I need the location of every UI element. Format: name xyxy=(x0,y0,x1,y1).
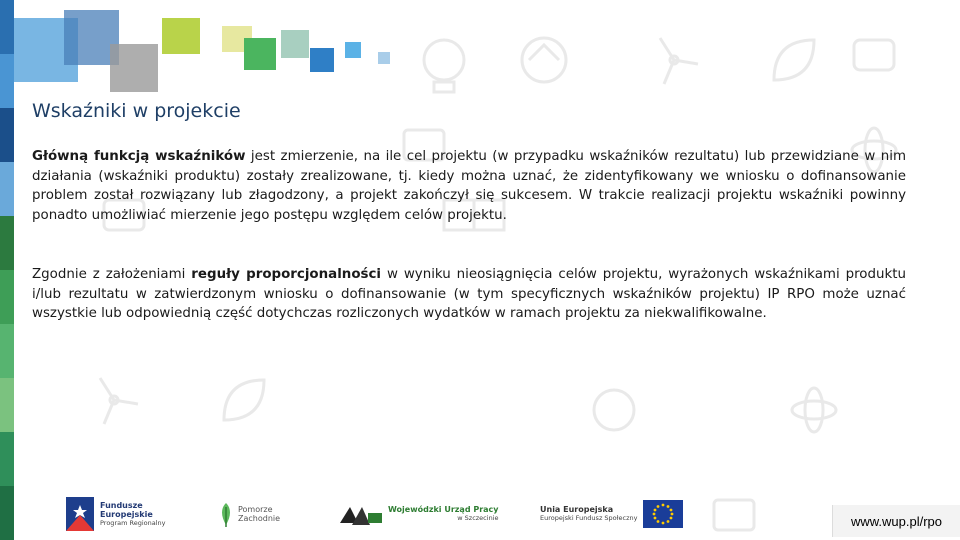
lightbulb-icon xyxy=(594,390,634,430)
logo-bar xyxy=(14,488,960,540)
paragraph-main-function xyxy=(32,147,906,225)
eu-flag-icon xyxy=(643,500,683,528)
lightbulb-icon xyxy=(424,40,464,92)
ue-line1: Unia Europejska xyxy=(540,505,614,514)
chat-icon xyxy=(854,40,894,70)
fe-star-icon xyxy=(66,497,94,531)
windmill-icon xyxy=(660,38,698,84)
website-url[interactable]: www.wup.pl/rpo xyxy=(850,513,943,529)
pomorze-leaf-icon xyxy=(216,499,236,529)
paragraph-proportionality-rule xyxy=(32,265,906,324)
wup-shapes-icon xyxy=(338,499,384,529)
logo-pomorze-zachodnie xyxy=(216,494,280,534)
leaf-icon xyxy=(224,380,264,420)
paragraph2-after: w wyniku nieosiągnięcia celów projektu, wyrażonych wskaźnikami produktu i/lub rezultatu w zatwierdzonym wniosku o dofinansowanie (w tym specyficznych wskaźników projektu) IP RPO może uznać wszystkie lub odpowiednią część dotychczas rozliczonych wydatków w ramach projektu za niekwalifikowalne. xyxy=(32,267,906,321)
wup-line2: w Szczecinie xyxy=(457,514,499,522)
paragraph1-bold: Główną funkcją wskaźników xyxy=(32,149,246,164)
pomorze-line2: Zachodnie xyxy=(238,514,281,523)
paragraph2-bold: reguły proporcjonalności xyxy=(191,267,382,282)
left-color-strip xyxy=(0,0,14,540)
page-title: Wskaźniki w projekcie xyxy=(32,100,241,122)
logo-fundusze-europejskie xyxy=(66,494,166,534)
logo-unia-europejska xyxy=(540,494,683,534)
fe-line3: Program Regionalny xyxy=(100,518,166,527)
fe-line2: Europejskie xyxy=(100,509,153,519)
paragraph1-text: jest zmierzenie, na ile cel projektu (w przypadku wskaźników rezultatu) lub przewidziane w nim działania (wskaźniki produktu) zostały zrealizowane, tj. kiedy można uznać, że zidentyfikowany we wniosku o dofinansowanie problem został rozwiązany lub złagodzony, a projekt zakończył się sukcesem. W trakcie realizacji projektu wskaźniki powinny ponadto umożliwiać mierzenie jego postępu względem celów projektu. xyxy=(32,149,906,223)
wup-line1: Wojewódzki Urząd Pracy xyxy=(388,505,499,514)
leaf-icon xyxy=(774,40,814,80)
url-box xyxy=(832,505,960,537)
windmill-icon xyxy=(100,378,138,424)
recycle-icon xyxy=(522,38,566,82)
pomorze-line1: Pomorze xyxy=(238,505,273,514)
atom-icon xyxy=(792,388,836,432)
ue-line2: Europejski Fundusz Społeczny xyxy=(540,514,638,522)
paragraph2-before: Zgodnie z założeniami xyxy=(32,267,192,282)
fe-line1: Fundusze xyxy=(100,500,143,510)
logo-wojewodzki-urzad-pracy xyxy=(338,494,499,534)
